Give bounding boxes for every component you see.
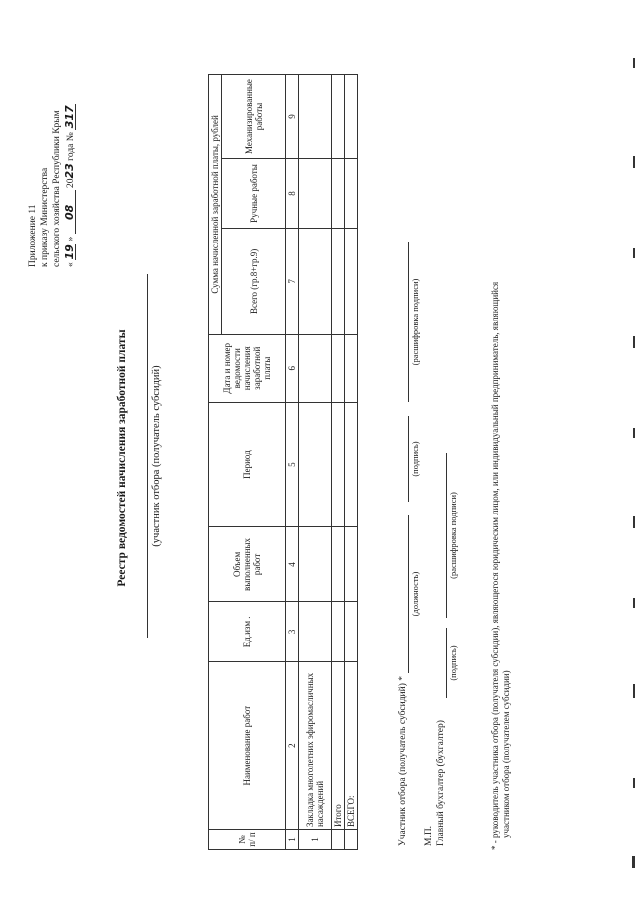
col-header-num: № п/ п xyxy=(209,830,286,850)
participant-signature-label: Участник отбора (получатель субсидий) * xyxy=(398,675,408,846)
footnote-line-1: * - руководитель участника отбора (получателя субсидии), являющегося юридическим лицом, или индивидуальный предприниматель, являющийся xyxy=(490,281,500,850)
appendix-line-1-text: Приложение 11 xyxy=(28,204,38,267)
row-name: ВСЕГО: xyxy=(345,662,358,830)
cell-empty xyxy=(299,159,332,229)
signature-caption: (подпись) xyxy=(410,441,420,477)
signature-line xyxy=(408,416,409,502)
cell-empty xyxy=(299,527,332,602)
acc-signature-caption: (подпись) xyxy=(448,645,458,681)
col-header-unit: Ед.изм . xyxy=(209,602,286,662)
col-number-9: 9 xyxy=(286,75,299,159)
accountant-label: Главный бухгалтер (бухгалтер) xyxy=(436,720,446,846)
participant-caption: (участник отбора (получатель субсидий) xyxy=(151,365,162,547)
cell-empty xyxy=(332,527,345,602)
stamp-label: М.П. xyxy=(424,825,434,846)
scan-mark xyxy=(632,856,635,868)
cell-empty xyxy=(332,75,345,159)
appendix-line-3-text: сельского хозяйства Республики Крым xyxy=(52,110,62,267)
row-name: Итого xyxy=(332,662,345,830)
table-row xyxy=(332,75,345,850)
scan-mark xyxy=(633,248,635,258)
cell-empty xyxy=(345,75,358,159)
column-number-row xyxy=(286,75,299,850)
registry-table xyxy=(208,74,358,850)
col-number-2: 2 xyxy=(286,662,299,830)
col-number-8: 8 xyxy=(286,159,299,229)
cell-empty xyxy=(345,228,358,334)
page-title: Реестр ведомостей начисления заработной платы xyxy=(116,329,128,587)
acc-signature-line xyxy=(446,628,447,698)
cell-empty xyxy=(345,602,358,662)
scan-mark xyxy=(633,156,635,168)
date-close-quote: » xyxy=(66,236,76,242)
appendix-line-1 xyxy=(28,204,39,267)
table-row xyxy=(299,75,332,850)
footnote-line-2: участником отбора (получателем субсидии) xyxy=(501,670,511,838)
col-header-name: Наименование работ xyxy=(209,662,286,830)
cell-empty xyxy=(345,527,358,602)
scan-mark xyxy=(633,778,635,788)
scan-mark xyxy=(633,684,635,698)
col-number-7: 7 xyxy=(286,228,299,334)
cell-empty xyxy=(332,334,345,402)
row-num xyxy=(345,830,358,850)
scan-mark xyxy=(633,58,635,68)
appendix-line-2-text: к приказу Министерства xyxy=(40,167,50,267)
scan-mark xyxy=(633,336,635,348)
position-line xyxy=(408,515,409,673)
col-header-sum-group: Сумма начисленной заработной платы, рублей xyxy=(209,75,222,335)
cell-empty xyxy=(299,402,332,527)
cell-empty xyxy=(332,159,345,229)
cell-empty xyxy=(299,75,332,159)
col-number-1: 1 xyxy=(286,830,299,850)
date-open-quote: « xyxy=(66,262,76,267)
col-header-date: Дата и номер ведомости начисления заработной платы xyxy=(209,334,286,402)
cell-empty xyxy=(332,228,345,334)
cell-empty xyxy=(332,402,345,527)
cell-empty xyxy=(332,602,345,662)
appendix-line-2 xyxy=(40,168,51,267)
cell-empty xyxy=(345,159,358,229)
cell-empty xyxy=(299,602,332,662)
header-row-1 xyxy=(209,75,222,850)
participant-line xyxy=(147,274,148,638)
cell-empty xyxy=(299,228,332,334)
scan-mark xyxy=(633,516,635,528)
col-header-mechanized: Механизированные работы xyxy=(222,75,286,159)
appendix-line-3 xyxy=(52,110,63,267)
col-number-4: 4 xyxy=(286,527,299,602)
date-day: 19 xyxy=(63,244,76,260)
date-year-prefix: 20 xyxy=(66,178,76,188)
acc-decoding-line xyxy=(446,453,447,618)
row-name: Закладка многолетних эфиромасличных насаждений xyxy=(299,662,332,830)
cell-empty xyxy=(345,402,358,527)
scan-mark xyxy=(633,428,635,438)
col-number-3: 3 xyxy=(286,602,299,662)
appendix-date-line xyxy=(64,104,77,267)
date-month: 08 xyxy=(64,190,76,234)
col-header-volume: Объем выполненных работ xyxy=(209,527,286,602)
table-row xyxy=(345,75,358,850)
row-num xyxy=(332,830,345,850)
row-num: 1 xyxy=(299,830,332,850)
col-header-total: Всего (гр.8+гр.9) xyxy=(222,228,286,334)
col-header-period: Период xyxy=(209,402,286,527)
col-number-5: 5 xyxy=(286,402,299,527)
date-year-suffix: 23 xyxy=(63,163,76,179)
position-caption: (должность) xyxy=(410,571,420,617)
col-number-6: 6 xyxy=(286,334,299,402)
order-number: 317 xyxy=(63,105,76,129)
col-header-manual: Ручные работы xyxy=(222,159,286,229)
acc-decoding-caption: (расшифровка подписи) xyxy=(448,492,458,579)
date-year-word: года № xyxy=(66,132,76,161)
cell-empty xyxy=(299,334,332,402)
cell-empty xyxy=(345,334,358,402)
scan-mark xyxy=(633,598,635,608)
decoding-caption: (расшифровка подписи) xyxy=(410,278,420,366)
decoding-line xyxy=(408,242,409,402)
